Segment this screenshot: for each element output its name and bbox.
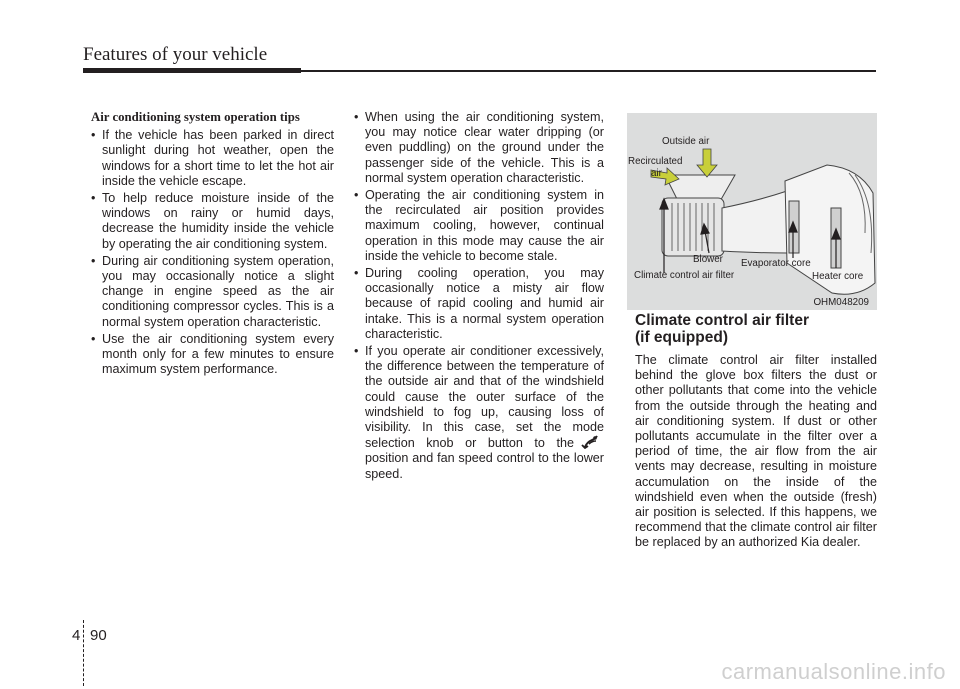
heater-core-label: Heater core [812,271,864,282]
ac-tips-subheading: Air conditioning system operation tips [91,110,300,124]
list-item: • Use the air conditioning system every month only for a few minutes to ensure maximum system performance. [91,332,334,378]
list-item: • When using the air conditioning system, you may notice clear water dripping (or even puddling) on the ground under the passenger side of the vehicle. This is a normal system operation characteristic. [354,110,604,186]
fog-text-part-2: position and fan speed control to the lower speed. [365,451,604,481]
list-item: • Operating the air conditioning system in the recirculated air position provides maximum cooling, however, continual operation in this mode may cause the air inside the vehicle to become stale. [354,188,604,264]
hvac-diagram [627,113,877,310]
filter-description: The climate control air filter installed behind the glove box filters the dust or other pollutants that come into the vehicle from the outside through the heating and air conditioning system. If dust or other pollutants accumulate in the filter over a period of time, the air flow from the air vents may decrease, resulting in moisture accumulation on the inside of the windshield even when the outside (fresh) air position is selected. If this happens, we recommend that the climate control air filter be replaced by an authorized Kia dealer. [635,353,877,550]
section-title-line1: Climate control air filter [635,312,809,329]
watermark: carmanualsonline.info [721,659,946,684]
footer-divider [83,620,84,686]
ac-notes-list [354,110,604,482]
climate-filter-label: Climate control air filter [634,270,735,281]
blower-label: Blower [693,254,723,265]
evaporator-core-label: Evaporator core [741,258,811,269]
section-title-line2: (if equipped) [635,329,728,346]
column-2 [354,110,604,484]
fog-text-part-1: If you operate air conditioner excessively, the difference between the temperature of the outside air and that of the windshield could cause the outer surface of the windshield to fog up, causing loss of visibility. In this case, set the mode selection knob or button to the [365,344,604,451]
recirculated-air-label: Recirculated [628,156,683,167]
chapter-number: 4 [72,627,81,644]
recirculated-air-label-line2: air [651,168,662,179]
header-rule-thin [301,70,876,72]
ac-tips-list [91,128,334,377]
list-item: • To help reduce moisture inside of the windows on rainy or humid days, decrease the humidity inside the vehicle by operating the air conditioning system. [91,191,334,252]
header-rule-thick [83,68,301,73]
page-number: 90 [90,627,107,644]
list-item: • If the vehicle has been parked in direct sunlight during hot weather, open the windows for a short time to let the hot air inside the vehicle escape. [91,128,334,189]
figure-code: OHM048209 [813,297,869,308]
page-header-title: Features of your vehicle [83,44,268,65]
list-item: • During cooling operation, you may occasionally notice a misty air flow because of rapid cooling and humid air intake. This is a normal system operation characteristic. [354,266,604,342]
list-item: • During air conditioning system operation, you may occasionally notice a slight change in engine speed as the air conditioning compressor cycles. This is a normal system operation characteristic. [91,254,334,330]
column-1 [91,110,334,379]
outside-air-label: Outside air [662,136,710,147]
column-3 [635,312,877,551]
list-item [354,344,604,482]
floor-defrost-mode-icon [578,435,600,449]
section-title [635,312,877,346]
